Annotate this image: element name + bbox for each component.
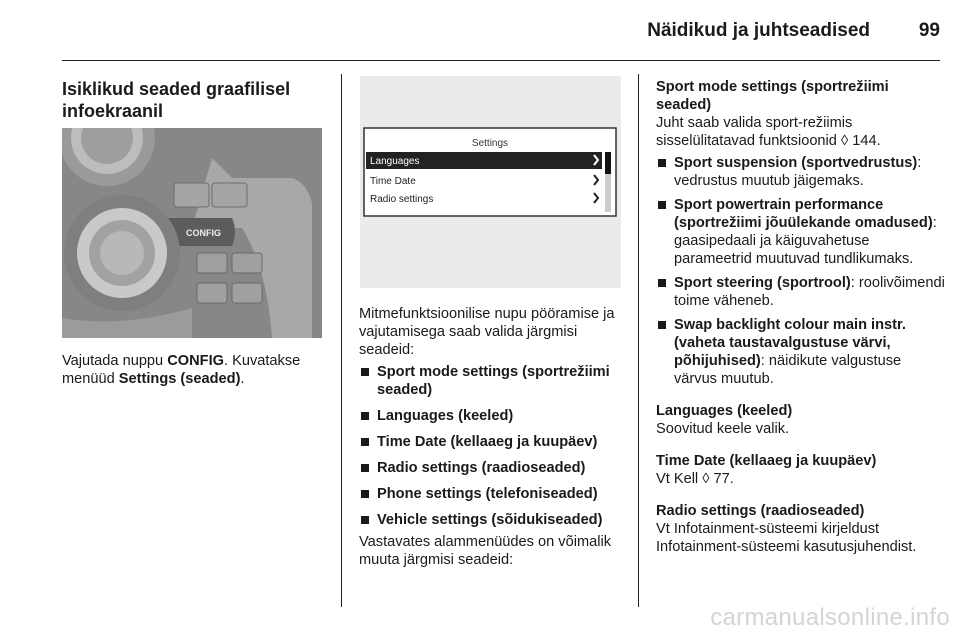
screen-item-languages: Languages [370,156,420,167]
list-item: Languages (keeled) [359,407,629,425]
column-divider-1 [341,74,342,607]
languages-text: Soovitud keele valik. [656,421,790,437]
list-item: Sport powertrain performance (sportrežiimi jõuülekande omadused): gaasipedaali ja käiguvahetuse parameetrid muutuvad tundlikumaks. [656,196,946,268]
section-title: Isiklikud seaded graafilisel infoekraanil [62,79,291,121]
screen-scrollbar-thumb [605,152,611,174]
sport-mode-heading: Sport mode settings (sportrežiimi seaded) [656,79,889,113]
list-item: Phone settings (telefoniseaded) [359,485,629,503]
intro-paragraph: Mitmefunktsioonilise nupu pööramise ja vajutamisega saab valida järgmisi seadeid: [359,306,615,358]
config-button-label: CONFIG [186,228,221,238]
config-paragraph: Vajutada nuppu CONFIG. Kuvatakse menüüd Settings (seaded). [62,353,301,387]
list-item: Sport suspension (sportvedrustus): vedrustus muutub jäigemaks. [656,154,946,190]
time-date-text: Vt Kell ◊ 77. [656,471,734,487]
outro-paragraph: Vastavates alammenüüdes on võimalik muuta järgmisi seadeid: [359,534,612,568]
radio-settings-text: Vt Infotainment-süsteemi kirjeldust Infotainment-süsteemi kasutusjuhendist. [656,521,917,555]
list-item: Swap backlight colour main instr. (vaheta taustavalgustuse värvi, põhijuhised): näidikute valgustuse värvus muutub. [656,316,946,388]
list-item: Sport steering (sportrool): roolivõimendi toime väheneb. [656,274,946,310]
settings-list [359,363,629,529]
watermark: carmanualsonline.info [710,604,950,631]
page-number: 99 [918,20,940,41]
list-item: Time Date (kellaaeg ja kuupäev) [359,433,629,451]
list-item: Radio settings (raadioseaded) [359,459,629,477]
settings-screen-image [360,76,621,288]
screen-item-time-date: Time Date [370,176,416,187]
time-date-heading: Time Date (kellaaeg ja kuupäev) [656,453,877,469]
screen-title: Settings [471,138,509,149]
list-item: Sport mode settings (sportrežiimi seaded) [359,363,629,399]
screen-item-radio-settings: Radio settings [370,194,434,205]
sport-mode-text: Juht saab valida sport-režiimis sisselülitatavad funktsioonid ◊ 144. [656,115,881,149]
column-2-text [359,305,629,569]
radio-settings-heading: Radio settings (raadioseaded) [656,503,865,519]
page-header-title: Näidikud ja juhtseadised [647,20,870,41]
column-3-text [656,78,946,556]
sport-list [656,154,946,388]
list-item: Vehicle settings (sõidukiseaded) [359,511,629,529]
languages-heading: Languages (keeled) [656,403,793,419]
config-button-photo [62,128,322,338]
header-rule [62,60,940,61]
column-divider-2 [638,74,639,607]
